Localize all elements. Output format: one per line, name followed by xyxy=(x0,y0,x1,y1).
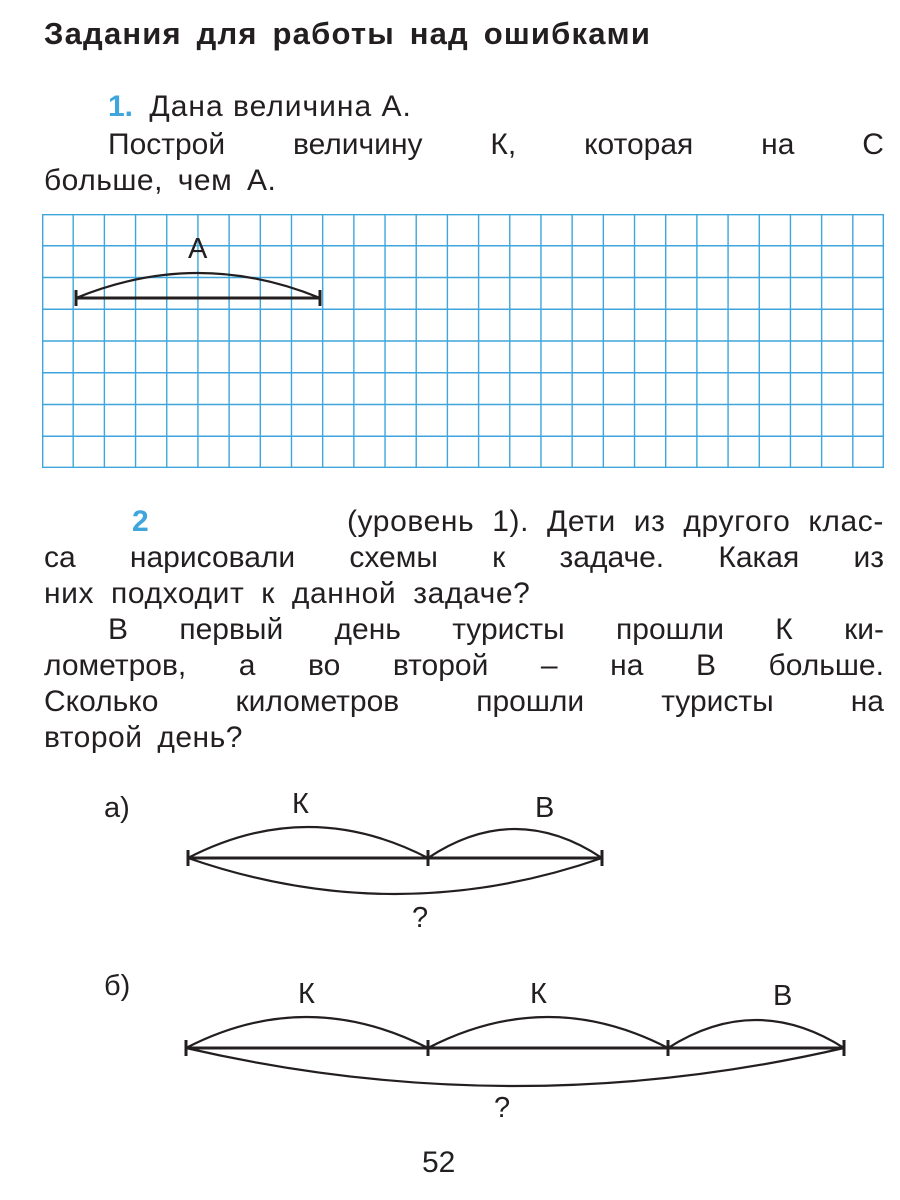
task1-word: которая xyxy=(584,128,694,161)
problem-word: на xyxy=(610,649,644,682)
task1-word: Построй xyxy=(108,128,226,161)
task1-word: на xyxy=(761,128,795,161)
task2-line1 xyxy=(132,504,884,540)
segment-a-label: А xyxy=(188,233,208,265)
problem-word: туристы xyxy=(661,685,774,718)
grid-svg xyxy=(42,214,884,468)
problem-word: – xyxy=(540,649,558,682)
task2-number: 2 xyxy=(132,505,149,538)
problem-word: К xyxy=(775,613,793,646)
scheme-b-segment-label-b: В xyxy=(773,980,793,1012)
page-title: Задания для работы над ошибками xyxy=(44,16,652,51)
task1-line3: больше, чем А. xyxy=(44,164,277,197)
task2-word: нарисовали xyxy=(129,541,296,574)
scheme-b-arc-k2 xyxy=(428,1017,668,1048)
scheme-b-label: б) xyxy=(104,970,131,1002)
scheme-a-segment-label-k: К xyxy=(292,788,309,820)
problem-word: В xyxy=(108,613,129,646)
problem-word: прошли xyxy=(476,685,585,718)
problem-line3 xyxy=(44,684,884,720)
task1-word: величину xyxy=(293,128,423,161)
problem-word: ки- xyxy=(844,613,884,646)
problem-word: первый xyxy=(179,613,284,646)
problem-line2 xyxy=(44,648,884,684)
task2-line1-text: (уровень 1). Дети из другого клас- xyxy=(346,505,884,538)
task1-word: С xyxy=(862,128,884,161)
problem-line4: второй день? xyxy=(44,721,243,754)
page-number: 52 xyxy=(422,1146,456,1179)
scheme-a-label: а) xyxy=(104,792,130,824)
task2-word: к xyxy=(492,541,506,574)
problem-word: больше. xyxy=(768,649,884,682)
problem-word: Сколько xyxy=(44,685,159,718)
task2-line3: них подходит к данной задаче? xyxy=(44,577,531,610)
problem-word: во xyxy=(308,649,341,682)
scheme-b-arc-b xyxy=(668,1020,844,1048)
problem-word: В xyxy=(695,649,716,682)
task1-line2 xyxy=(108,127,884,163)
scheme-a-arc-b xyxy=(428,829,602,858)
scheme-b-arc-total xyxy=(186,1048,844,1086)
problem-word: прошли xyxy=(616,613,724,646)
problem-word: на xyxy=(850,685,884,718)
problem-word: второй xyxy=(392,649,489,682)
problem-word: туристы xyxy=(452,613,565,646)
task1-number: 1. xyxy=(108,90,134,123)
scheme-b-segment-label-k2: К xyxy=(530,978,547,1010)
scheme-a-arc-total xyxy=(188,858,602,894)
task2-word: са xyxy=(44,541,76,574)
problem-word: километров xyxy=(235,685,400,718)
grid-lines xyxy=(42,214,884,468)
problem-word: лометров, xyxy=(44,649,187,682)
grid-area xyxy=(42,214,884,468)
scheme-a-arc-k xyxy=(188,827,428,858)
scheme-b-total-label: ? xyxy=(494,1092,511,1124)
task2-word: задаче. xyxy=(559,541,665,574)
task2-word: схемы xyxy=(349,541,438,574)
task1-word: К, xyxy=(490,128,517,161)
problem-line1 xyxy=(108,612,884,648)
problem-word: день xyxy=(334,613,401,646)
task2-line2 xyxy=(44,540,884,576)
scheme-b-segment-label-k1: К xyxy=(298,978,315,1010)
scheme-a-segment-label-b: В xyxy=(535,792,555,824)
task1-line1 xyxy=(108,89,412,125)
task2-word: из xyxy=(853,541,884,574)
scheme-a-total-label: ? xyxy=(412,902,429,934)
problem-word: а xyxy=(238,649,256,682)
scheme-b-arc-k1 xyxy=(186,1017,428,1048)
task1-statement: Дана величина А. xyxy=(149,90,412,123)
task2-word: Какая xyxy=(718,541,800,574)
